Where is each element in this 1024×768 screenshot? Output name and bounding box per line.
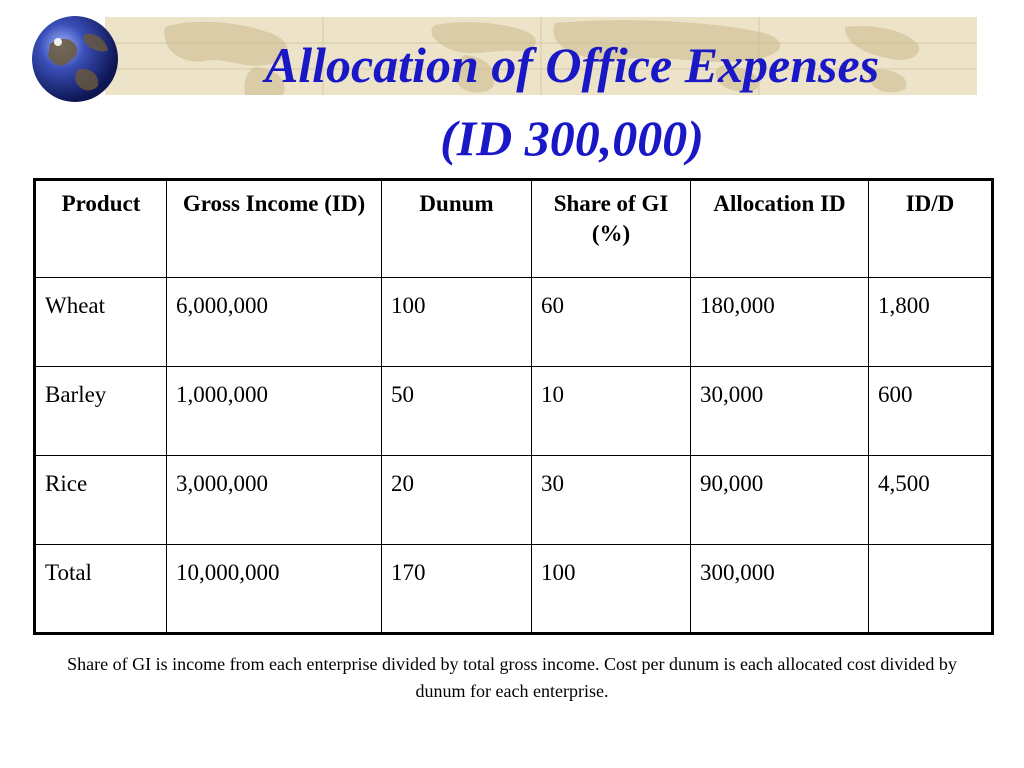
cell-share: 30 <box>532 456 691 545</box>
header-dunum: Dunum <box>382 180 532 278</box>
cell-gross-income: 3,000,000 <box>167 456 382 545</box>
cell-id-per-d: 4,500 <box>869 456 993 545</box>
cell-allocation: 30,000 <box>691 367 869 456</box>
cell-id-per-d: 600 <box>869 367 993 456</box>
cell-gross-income: 1,000,000 <box>167 367 382 456</box>
cell-id-per-d <box>869 545 993 634</box>
header-gross-income: Gross Income (ID) <box>167 180 382 278</box>
cell-allocation: 300,000 <box>691 545 869 634</box>
cell-dunum: 170 <box>382 545 532 634</box>
header-allocation: Allocation ID <box>691 180 869 278</box>
table-row <box>35 456 993 545</box>
table-row-total <box>35 545 993 634</box>
cell-dunum: 50 <box>382 367 532 456</box>
page-title: Allocation of Office Expenses <box>264 37 880 93</box>
allocation-table <box>33 178 994 635</box>
header-product: Product <box>35 180 167 278</box>
footnote: Share of GI is income from each enterprise divided by total gross income. Cost per dunum is each allocated cost divided by dunum for each enterprise. <box>67 654 957 701</box>
cell-allocation: 180,000 <box>691 278 869 367</box>
cell-product: Barley <box>35 367 167 456</box>
cell-dunum: 20 <box>382 456 532 545</box>
cell-allocation: 90,000 <box>691 456 869 545</box>
cell-product: Rice <box>35 456 167 545</box>
table-header-row <box>35 180 993 278</box>
cell-share: 60 <box>532 278 691 367</box>
page-subtitle: (ID 300,000) <box>440 110 704 166</box>
cell-share: 100 <box>532 545 691 634</box>
cell-product: Wheat <box>35 278 167 367</box>
cell-dunum: 100 <box>382 278 532 367</box>
cell-share: 10 <box>532 367 691 456</box>
cell-gross-income: 10,000,000 <box>167 545 382 634</box>
cell-id-per-d: 1,800 <box>869 278 993 367</box>
table-row <box>35 367 993 456</box>
cell-product: Total <box>35 545 167 634</box>
header-id-per-d: ID/D <box>869 180 993 278</box>
cell-gross-income: 6,000,000 <box>167 278 382 367</box>
header-share-of-gi: Share of GI (%) <box>532 180 691 278</box>
table-row <box>35 278 993 367</box>
